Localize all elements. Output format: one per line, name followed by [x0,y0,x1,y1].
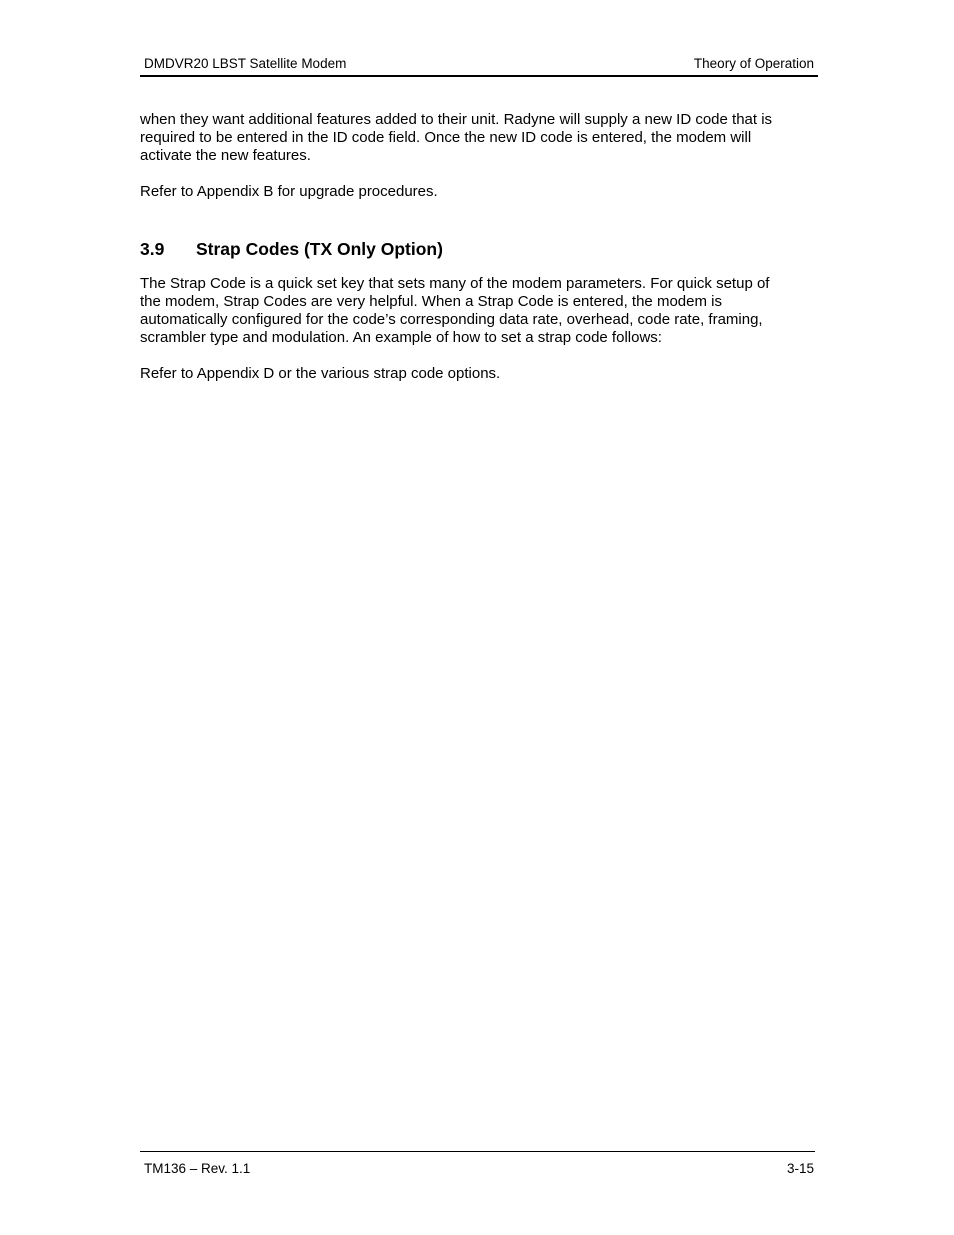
page-body [140,111,816,383]
section-number: 3.9 [140,239,165,259]
paragraph-strap-code: The Strap Code is a quick set key that sets many of the modem parameters. For quick setup of the modem, Strap Codes are very helpful. When a Strap Code is entered, the modem is automatically configured for the code’s corresponding data rate, overhead, code rate, framing, scrambler type and modulation. An example of how to set a strap code follows: [140,275,770,346]
section-heading [140,238,816,260]
page-header [140,55,818,77]
paragraph-upgrade-reference: Refer to Appendix B for upgrade procedures. [140,183,438,200]
footer-divider [140,1151,815,1152]
document-title: DMDVR20 LBST Satellite Modem [144,56,347,71]
paragraph-strap-reference: Refer to Appendix D or the various strap code options. [140,365,501,382]
page-number: 3-15 [786,1161,814,1176]
section-title: Strap Codes (TX Only Option) [196,239,443,259]
document-revision: TM136 – Rev. 1.1 [144,1161,251,1176]
chapter-title: Theory of Operation [693,56,814,71]
paragraph-id-code: when they want additional features added to their unit. Radyne will supply a new ID code that is required to be entered in the ID code field. Once the new ID code is entered, the modem will activate the new features. [140,111,773,164]
